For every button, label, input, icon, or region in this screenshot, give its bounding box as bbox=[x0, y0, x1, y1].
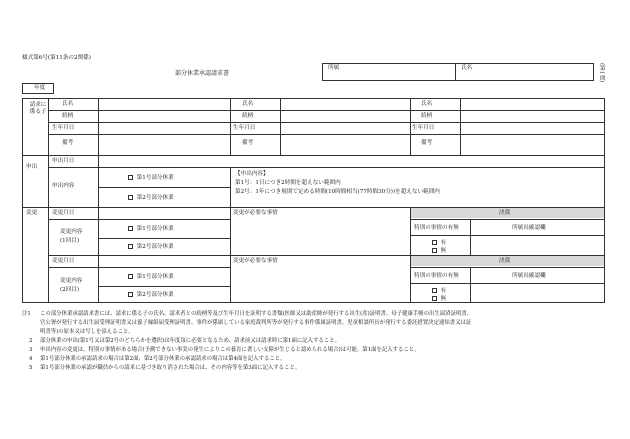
change1-option2[interactable]: 第2号部分休業 bbox=[128, 244, 174, 251]
detail-line2: 第2号：1年につき規則で定める時間(10時間相当(77時間30分))を超えない範囲内 bbox=[235, 189, 440, 195]
note3-num: 3 bbox=[29, 347, 33, 353]
application-option1[interactable]: 第1号部分休業 bbox=[128, 175, 174, 182]
change1-approval-label: 所属長確認欄 bbox=[512, 225, 546, 231]
applicant-header-box bbox=[322, 63, 594, 81]
checkbox-icon[interactable] bbox=[128, 226, 133, 231]
detail-line1: 第1号：1日につき2時間を超えない範囲内 bbox=[235, 180, 341, 186]
change2-round: (2回目) bbox=[60, 287, 80, 293]
checkbox-icon[interactable] bbox=[432, 248, 437, 253]
shozoku-label: 所属 bbox=[328, 65, 340, 71]
note1-num: 注1 bbox=[22, 311, 31, 317]
note3-line1: 申出内容の変更は、特別の事情がある場合(予測できない事実の発生によりこの養育に著しい支障が生じると認められる場合)は可能。第1面を記入すること。 bbox=[40, 347, 420, 353]
applicant-name-label: 氏名 bbox=[461, 65, 473, 71]
form-id: 様式第6号(第11条の2関係) bbox=[22, 55, 91, 61]
change2-date-label: 変更月日 bbox=[52, 258, 75, 264]
note1-line2: 官公署が発行する出生届受理証明書又は養子縁組届受理証明書、事件が係属している家庭裁判所等が発行する事件係属証明書、児童相談所長が発行する委託措置決定通知書又は証 bbox=[40, 320, 472, 326]
page-title: 部分休業承認請求書 bbox=[175, 70, 230, 77]
change2-approval-label: 所属長確認欄 bbox=[512, 273, 546, 279]
detail-title: 【申出内容】 bbox=[235, 171, 269, 177]
checkbox-icon[interactable] bbox=[432, 240, 437, 245]
child2-name-label: 氏名 bbox=[242, 101, 254, 107]
change2-option2[interactable]: 第2号部分休業 bbox=[128, 292, 174, 299]
change1-content-label: 変更内容 bbox=[60, 229, 83, 235]
change2-reason-label: 変更が必要な事情 bbox=[233, 258, 278, 264]
note1-line3: 明書等)の原本又は写しを添えること。 bbox=[40, 329, 134, 335]
child3-name-label: 氏名 bbox=[421, 101, 433, 107]
side-note: (第1面) bbox=[598, 63, 605, 83]
change1-decision-label: 決裁 bbox=[499, 210, 511, 216]
child2-relation-label: 続柄 bbox=[242, 113, 254, 119]
note4-num: 4 bbox=[29, 356, 33, 362]
child1-note-label: 備考 bbox=[62, 140, 74, 146]
application-option2[interactable]: 第2号部分休業 bbox=[128, 195, 174, 202]
note1-line1: この部分休業承認請求書には、請求に係る子の氏名、請求者との続柄等及び生年月日を証明する書類(医師又は助産師が発行する出生(産)証明書、母子健康手帳の出生届済証明書、 bbox=[40, 311, 473, 317]
change1-round: (1回目) bbox=[60, 238, 80, 244]
change1-yes[interactable]: 有 bbox=[432, 240, 446, 247]
year-box[interactable] bbox=[22, 83, 54, 94]
change1-no[interactable]: 無 bbox=[432, 248, 446, 255]
application-content-label: 申出内容 bbox=[52, 183, 75, 189]
checkbox-icon[interactable] bbox=[128, 274, 133, 279]
change2-yes[interactable]: 有 bbox=[432, 288, 446, 295]
checkbox-icon[interactable] bbox=[432, 296, 437, 301]
note4-line1: 第1号部分休業の承認請求の場合は第2面、第2号部分休業の承認請求の場合は第4面を記入すること。 bbox=[40, 356, 286, 362]
change2-option1[interactable]: 第1号部分休業 bbox=[128, 274, 174, 281]
note5-line1: 第1号部分休業の承認が職員からの請求に基づき取り消された場合は、その内容等を第3面に記入すること。 bbox=[40, 365, 301, 371]
change1-reason-label: 変更が必要な事情 bbox=[233, 210, 278, 216]
note2-line1: 部分休業の申出(第1号又は第2号のどちらかを選択)は年度毎に必要となるため、請求前又は請求時に第1面に記入すること。 bbox=[40, 338, 340, 344]
child3-note-label: 備考 bbox=[421, 140, 433, 146]
checkbox-icon[interactable] bbox=[128, 244, 133, 249]
change2-content-label: 変更内容 bbox=[60, 278, 83, 284]
child1-birthdate-label: 生年月日 bbox=[52, 125, 75, 131]
application-label: 申出 bbox=[26, 164, 38, 170]
child-section-label: 請求に係る子 bbox=[29, 102, 47, 115]
child2-birthdate-label: 生年月日 bbox=[233, 125, 256, 131]
child1-relation-label: 続柄 bbox=[62, 113, 74, 119]
change2-special-label: 特別の事情の有無 bbox=[414, 273, 459, 279]
change2-no[interactable]: 無 bbox=[432, 296, 446, 303]
note2-num: 2 bbox=[29, 338, 33, 344]
change1-option1[interactable]: 第1号部分休業 bbox=[128, 226, 174, 233]
application-date-label: 申出月日 bbox=[52, 158, 75, 164]
checkbox-icon[interactable] bbox=[128, 195, 133, 200]
change1-date-label: 変更月日 bbox=[52, 210, 75, 216]
change2-decision-label: 決裁 bbox=[499, 258, 511, 264]
checkbox-icon[interactable] bbox=[128, 292, 133, 297]
child3-birthdate-label: 生年月日 bbox=[412, 125, 435, 131]
child3-relation-label: 続柄 bbox=[421, 113, 433, 119]
year-label: 年度 bbox=[34, 85, 46, 91]
child1-name-label: 氏名 bbox=[62, 101, 74, 107]
child2-note-label: 備考 bbox=[242, 140, 254, 146]
change1-special-label: 特別の事情の有無 bbox=[414, 225, 459, 231]
checkbox-icon[interactable] bbox=[128, 175, 133, 180]
checkbox-icon[interactable] bbox=[432, 288, 437, 293]
change-label: 変更 bbox=[26, 210, 38, 216]
note5-num: 5 bbox=[29, 365, 33, 371]
